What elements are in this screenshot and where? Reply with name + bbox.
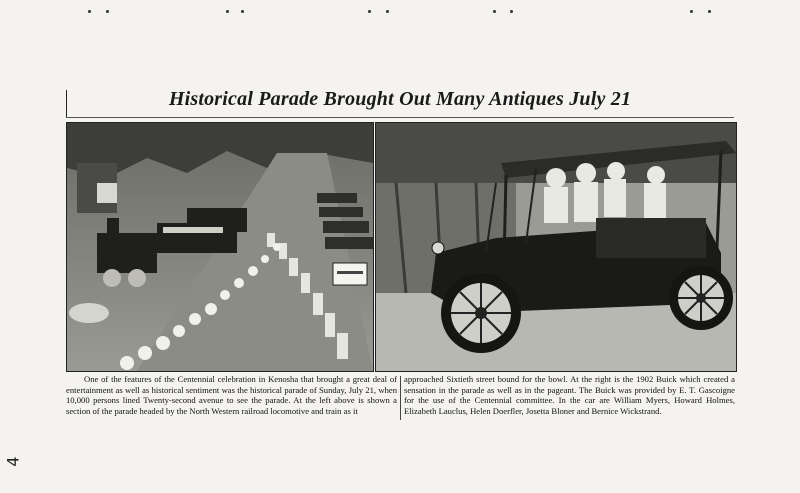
page-edge-marks xyxy=(0,10,800,18)
photo-1902-buick xyxy=(375,122,737,372)
handwritten-page-number: 4 xyxy=(3,456,23,467)
headline-rule xyxy=(66,117,734,118)
caption-column-divider xyxy=(400,376,401,420)
caption-right-column: approached Sixtieth street bound for the bowl. At the right is the 1902 Buick which created a sensation in the parade as well as in the pageant. The Buick was provided by E. T. Gascoigne for the use of the Centennial committee. In the car are William Myers, Howard Holmes, Elizabeth Lauclus, Helen Doerfler, Josetta Bloner and Bernice Wickstrand. xyxy=(404,374,735,416)
photo-parade-train xyxy=(66,122,374,372)
headline: Historical Parade Brought Out Many Antiques July 21 xyxy=(168,88,632,110)
caption-left-column: One of the features of the Centennial celebration in Kenosha that brought a great deal of entertainment as well as historical sentiment was the historical parade of Sunday, July 21, when 10,000 persons lined Twenty-second avenue to see the parade. At the left above is shown a section of the parade headed by the North Western railroad locomotive and train as it xyxy=(66,374,397,416)
